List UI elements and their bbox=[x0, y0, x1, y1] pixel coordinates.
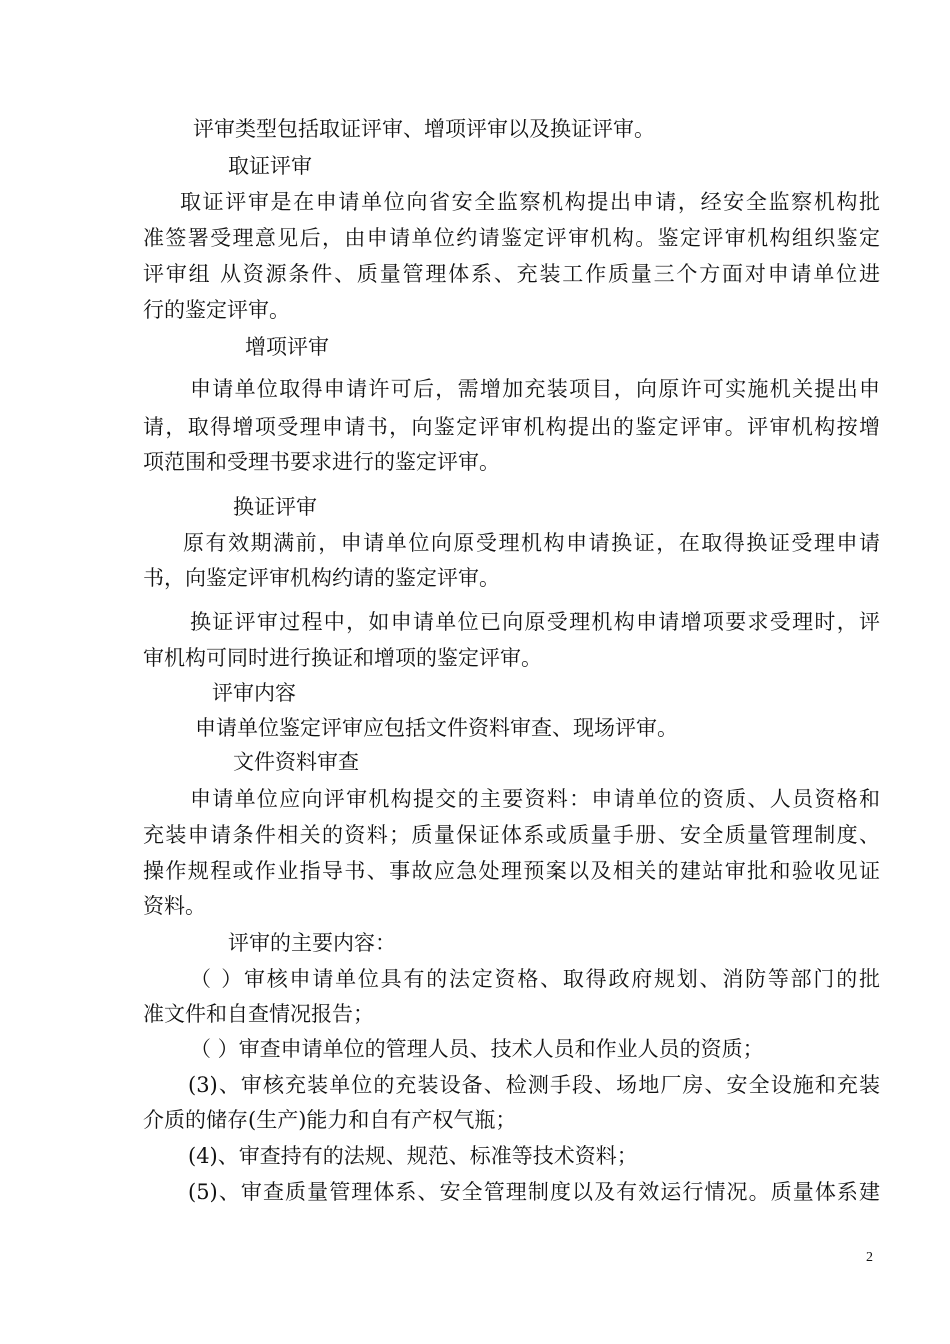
text-line: 操作规程或作业指导书、事故应急处理预案以及相关的建站审批和验收见证 bbox=[143, 859, 880, 883]
text-line: 充装申请条件相关的资料；质量保证体系或质量手册、安全质量管理制度、 bbox=[143, 823, 880, 847]
text-line: 审机构可同时进行换证和增项的鉴定评审。 bbox=[143, 646, 542, 670]
text-line: 申请单位鉴定评审应包括文件资料审查、现场评审。 bbox=[195, 716, 678, 740]
heading-addition-review: 增项评审 bbox=[245, 335, 329, 359]
list-item: (5)、审查质量管理体系、安全管理制度以及有效运行情况。质量体系建 bbox=[188, 1180, 880, 1204]
text-line: 书，向鉴定评审机构约请的鉴定评审。 bbox=[143, 566, 500, 590]
text-line: 申请单位取得申请许可后，需增加充装项目，向原许可实施机关提出申 bbox=[190, 377, 880, 401]
list-item-continuation: 准文件和自查情况报告； bbox=[143, 1002, 374, 1026]
text-line: 原有效期满前，申请单位向原受理机构申请换证，在取得换证受理申请 bbox=[183, 531, 880, 555]
text-line: 换证评审过程中，如申请单位已向原受理机构申请增项要求受理时，评 bbox=[190, 610, 880, 634]
list-item: (3)、审核充装单位的充装设备、检测手段、场地厂房、安全设施和充装 bbox=[188, 1073, 880, 1097]
text-line: 准签署受理意见后，由申请单位约请鉴定评审机构。鉴定评审机构组织鉴定 bbox=[143, 226, 880, 250]
paragraph-review-types: 评审类型包括取证评审、增项评审以及换证评审。 bbox=[193, 117, 655, 141]
list-item: （ ）审核申请单位具有的法定资格、取得政府规划、消防等部门的批 bbox=[190, 967, 880, 991]
heading-document-review: 文件资料审查 bbox=[233, 750, 359, 774]
heading-renewal-review: 换证评审 bbox=[233, 495, 317, 519]
text-line: 取证评审是在申请单位向省安全监察机构提出申请，经安全监察机构批 bbox=[180, 190, 880, 214]
heading-review-content: 评审内容 bbox=[212, 681, 296, 705]
text-line: 请，取得增项受理申请书，向鉴定评审机构提出的鉴定评审。评审机构按增 bbox=[143, 415, 880, 439]
heading-certification-review: 取证评审 bbox=[228, 154, 312, 178]
list-item: （ ）审查申请单位的管理人员、技术人员和作业人员的资质； bbox=[190, 1037, 764, 1061]
text-line: 资料。 bbox=[143, 894, 206, 918]
page-number: 2 bbox=[866, 1250, 873, 1265]
text-line: 行的鉴定评审。 bbox=[143, 298, 290, 322]
text-line: 申请单位应向评审机构提交的主要资料：申请单位的资质、人员资格和 bbox=[190, 787, 880, 811]
list-item: (4)、审查持有的法规、规范、标准等技术资料； bbox=[188, 1144, 638, 1168]
heading-main-review-content: 评审的主要内容： bbox=[228, 931, 396, 955]
text-line: 项范围和受理书要求进行的鉴定评审。 bbox=[143, 450, 500, 474]
text-line: 评审组 从资源条件、质量管理体系、充装工作质量三个方面对申请单位进 bbox=[143, 262, 880, 286]
list-item-continuation: 介质的储存(生产)能力和自有产权气瓶； bbox=[143, 1108, 517, 1132]
